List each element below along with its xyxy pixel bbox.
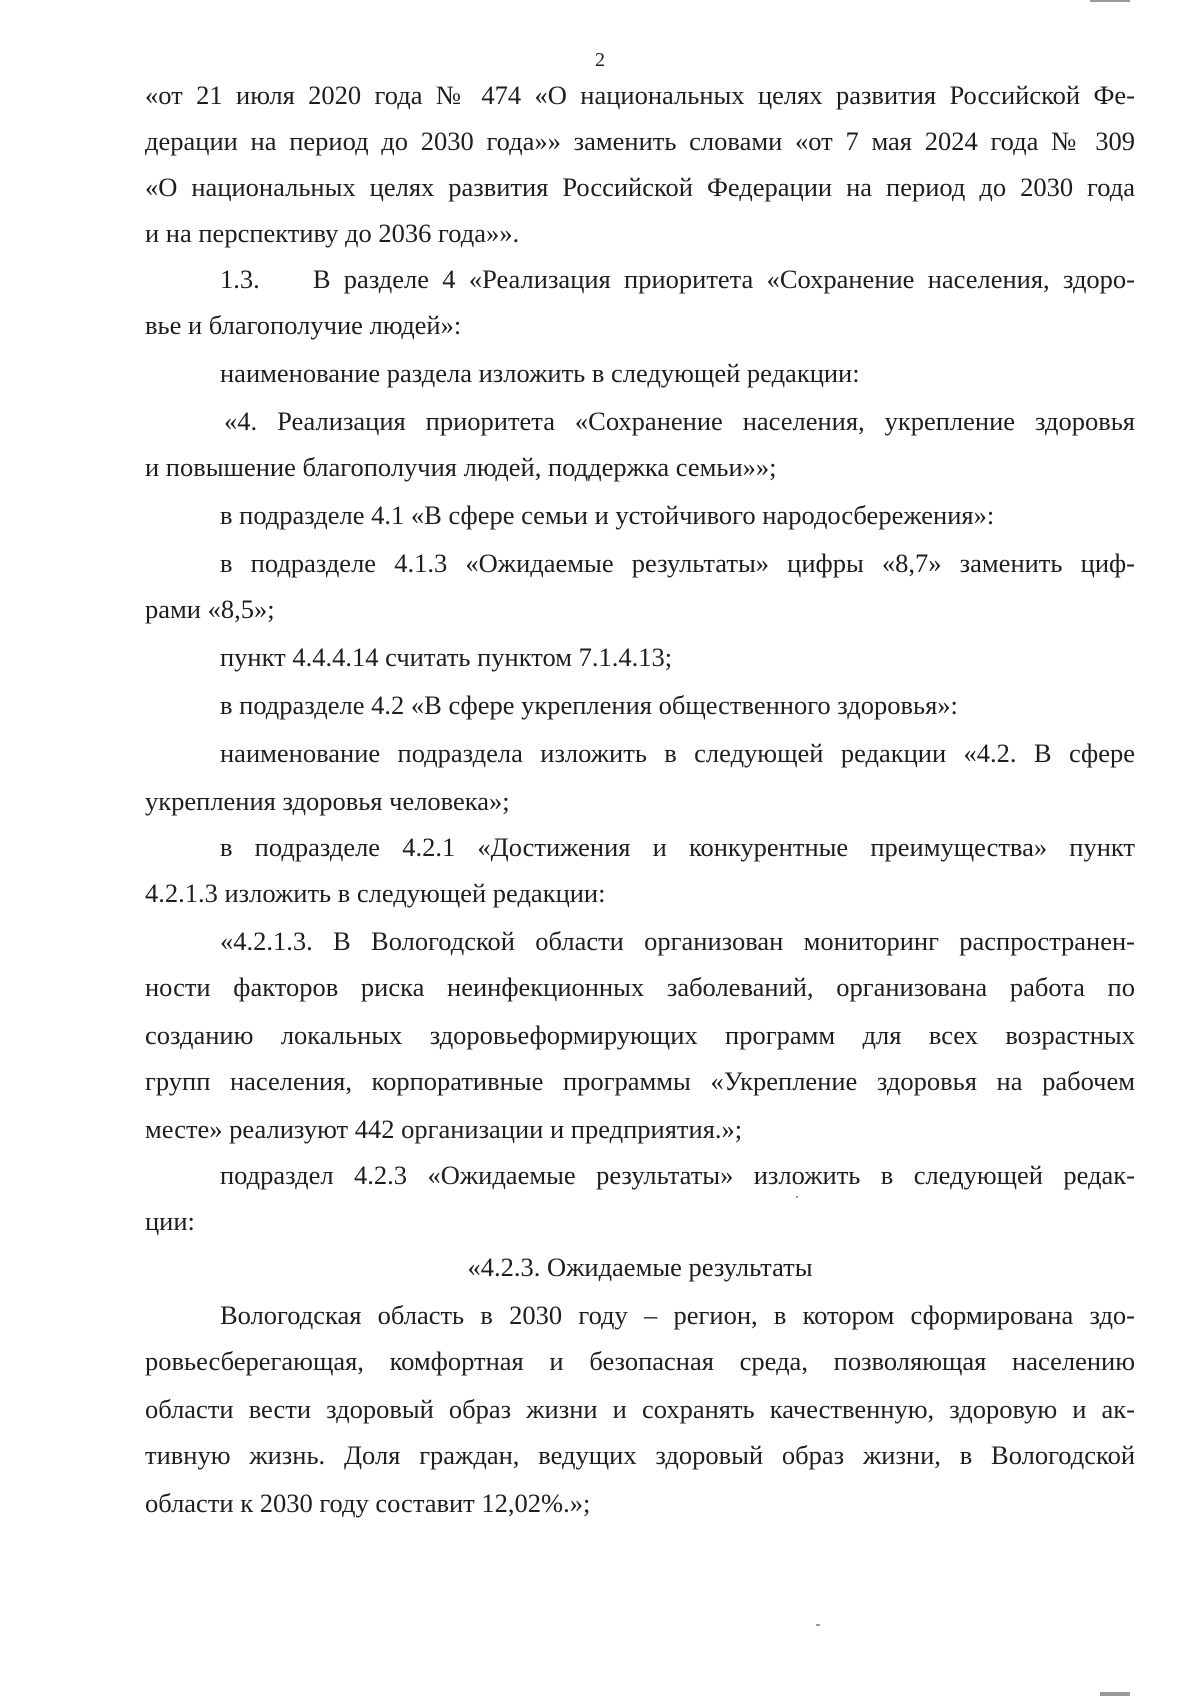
text-line: ровьесберегающая, комфортная и безопасная среда, позволяющая населению (145, 1346, 1135, 1376)
text-line: дерации на период до 2030 года»» заменить словами «от 7 мая 2024 года № 309 (145, 126, 1135, 156)
scan-edge-mark (1100, 1692, 1130, 1696)
text-line: тивную жизнь. Доля граждан, ведущих здоровый образ жизни, в Вологодской (145, 1440, 1135, 1470)
text-line: укрепления здоровья человека»; (145, 786, 510, 816)
text-line: и на перспективу до 2036 года»». (145, 218, 520, 248)
text-line: в подразделе 4.1 «В сфере семьи и устойчивого народосбережения»: (220, 500, 995, 530)
text-line: Вологодская область в 2030 году – регион, в котором сформирована здо- (220, 1300, 1135, 1330)
text-line: групп населения, корпоративные программы «Укрепление здоровья на рабочем (145, 1066, 1135, 1096)
text-line: в подразделе 4.2 «В сфере укрепления общественного здоровья»: (220, 690, 958, 720)
scan-speck (816, 1624, 820, 1626)
text-line: 1.3. В разделе 4 «Реализация приоритета «Сохранение населения, здоро- (220, 264, 1135, 294)
text-line: области к 2030 году составит 12,02%.»; (145, 1488, 591, 1518)
page-number: 2 (595, 49, 605, 71)
text-line: пункт 4.4.4.14 считать пунктом 7.1.4.13; (220, 642, 673, 672)
text-line: «4. Реализация приоритета «Сохранение населения, укрепление здоровья (224, 406, 1135, 436)
section-heading: «4.2.3. Ожидаемые результаты (467, 1252, 813, 1282)
text-line: наименование раздела изложить в следующей редакции: (220, 358, 860, 388)
text-line: месте» реализуют 442 организации и предприятия.»; (145, 1114, 743, 1144)
text-line: «4.2.1.3. В Вологодской области организован мониторинг распространен- (220, 926, 1135, 956)
text-line: «О национальных целях развития Российской Федерации на период до 2030 года (145, 172, 1135, 202)
text-line: области вести здоровый образ жизни и сохранять качественную, здоровую и ак- (145, 1394, 1135, 1424)
text-line: ности факторов риска неинфекционных заболеваний, организована работа по (145, 972, 1135, 1002)
text-line: наименование подраздела изложить в следующей редакции «4.2. В сфере (220, 738, 1135, 768)
text-line: подраздел 4.2.3 «Ожидаемые результаты» изложить в следующей редак- (220, 1160, 1135, 1190)
text-line: созданию локальных здоровьеформирующих программ для всех возрастных (145, 1020, 1135, 1050)
text-line: «от 21 июля 2020 года № 474 «О национальных целях развития Российской Фе- (145, 80, 1135, 110)
scan-speck (796, 1196, 798, 1198)
text-line: и повышение благополучия людей, поддержка семьи»»; (145, 452, 777, 482)
text-line: в подразделе 4.2.1 «Достижения и конкурентные преимущества» пункт (220, 832, 1135, 862)
text-line: рами «8,5»; (145, 594, 275, 624)
text-line: ции: (145, 1206, 195, 1236)
text-line: в подразделе 4.1.3 «Ожидаемые результаты» цифры «8,7» заменить циф- (220, 548, 1135, 578)
text-line: 4.2.1.3 изложить в следующей редакции: (145, 878, 606, 908)
scan-edge-mark (1090, 0, 1130, 2)
text-line: вье и благополучие людей»: (145, 310, 462, 340)
